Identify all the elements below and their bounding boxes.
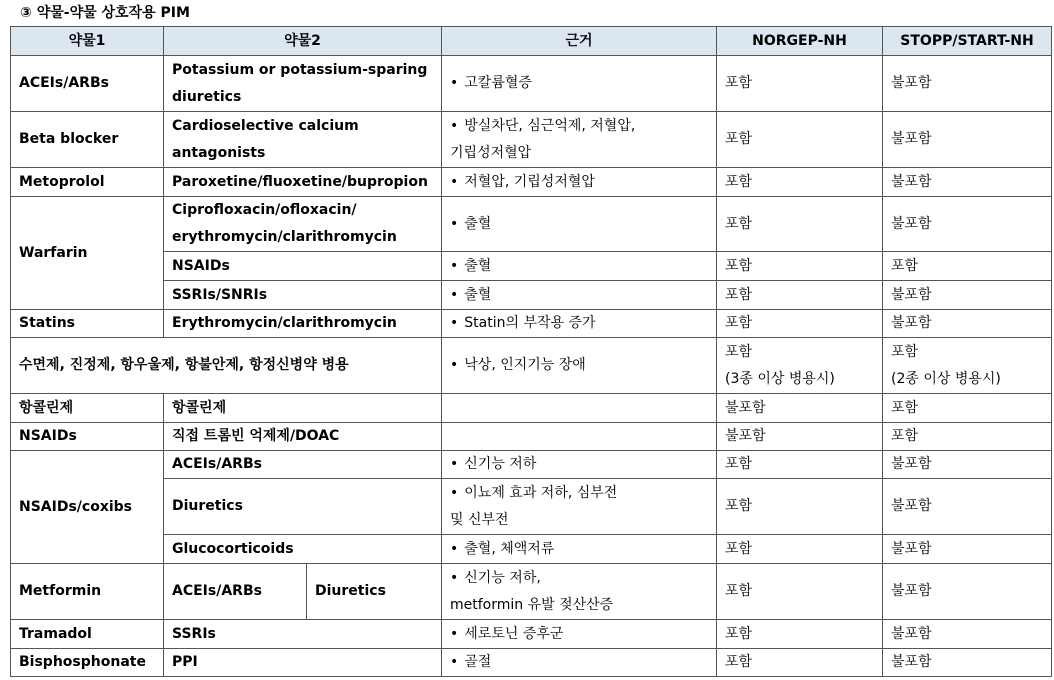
norgep-cell: 포함 — [717, 168, 883, 197]
norgep-cell: 포함 — [717, 112, 883, 168]
stopp-cell: 불포함 — [883, 451, 1052, 479]
stopp-cell: 포함 — [883, 423, 1052, 451]
norgep-cell: 포함 — [717, 197, 883, 252]
stopp-cell: 포함 — [883, 252, 1052, 281]
reason-cell — [442, 423, 717, 451]
stopp-cell: 불포함 — [883, 168, 1052, 197]
header-stopp: STOPP/START-NH — [883, 27, 1052, 56]
drug2-cell: SSRIs/SNRIs — [164, 281, 442, 310]
table-row — [11, 535, 1052, 564]
reason-cell: • 신기능 저하 — [442, 451, 717, 479]
stopp-cell: 불포함 — [883, 649, 1052, 677]
table-row — [11, 168, 1052, 197]
drug1-cell: ACEIs/ARBs — [11, 56, 164, 112]
drug2-cell: Potassium or potassium-sparing diuretics — [164, 56, 442, 112]
reason-cell: • 이뇨제 효과 저하, 심부전 및 신부전 — [442, 479, 717, 535]
table-row — [11, 394, 1052, 423]
drug1-cell: Metformin — [11, 564, 164, 620]
drug2-cell: PPI — [164, 649, 442, 677]
reason-cell: • 저혈압, 기립성저혈압 — [442, 168, 717, 197]
stopp-cell: 불포함 — [883, 535, 1052, 564]
header-reason: 근거 — [442, 27, 717, 56]
reason-cell: • 출혈 — [442, 281, 717, 310]
norgep-cell: 포함 — [717, 535, 883, 564]
drug1-cell: NSAIDs/coxibs — [11, 451, 164, 564]
stopp-cell: 불포함 — [883, 197, 1052, 252]
table-row — [11, 197, 1052, 252]
stopp-cell: 불포함 — [883, 620, 1052, 649]
table-row — [11, 649, 1052, 677]
drug2-cell: Diuretics — [164, 479, 442, 535]
reason-cell: • 신기능 저하, metformin 유발 젖산산증 — [442, 564, 717, 620]
reason-cell: • 출혈, 체액저류 — [442, 535, 717, 564]
table-row — [11, 423, 1052, 451]
table-row — [11, 281, 1052, 310]
drug2-cell: ACEIs/ARBs — [164, 564, 307, 620]
table-row — [11, 564, 1052, 620]
norgep-cell: 포함 — [717, 620, 883, 649]
norgep-cell: 포함 — [717, 252, 883, 281]
drug1-cell: Beta blocker — [11, 112, 164, 168]
header-norgep: NORGEP-NH — [717, 27, 883, 56]
drug1-cell: Warfarin — [11, 197, 164, 310]
drug2-cell: NSAIDs — [164, 252, 442, 281]
header-drug2: 약물2 — [164, 27, 442, 56]
reason-cell: • 출혈 — [442, 252, 717, 281]
norgep-cell: 포함 — [717, 564, 883, 620]
norgep-cell: 포함 — [717, 649, 883, 677]
stopp-cell: 포함 — [883, 394, 1052, 423]
drug2-cell: 항콜린제 — [164, 394, 442, 423]
drug2-cell: Ciprofloxacin/ofloxacin/ erythromycin/clarithromycin — [164, 197, 442, 252]
reason-cell: • Statin의 부작용 증가 — [442, 310, 717, 338]
drug1-cell: Bisphosphonate — [11, 649, 164, 677]
drug2-cell: SSRIs — [164, 620, 442, 649]
drug-combination-cell: 수면제, 진정제, 항우울제, 항불안제, 항정신병약 병용 — [11, 338, 442, 394]
drug2-cell: Cardioselective calcium antagonists — [164, 112, 442, 168]
table-row — [11, 338, 1052, 394]
norgep-cell: 포함 — [717, 56, 883, 112]
reason-cell — [442, 394, 717, 423]
stopp-cell: 불포함 — [883, 479, 1052, 535]
stopp-cell: 불포함 — [883, 112, 1052, 168]
drug1-cell: Tramadol — [11, 620, 164, 649]
pim-table — [10, 26, 1052, 677]
drug2-cell: ACEIs/ARBs — [164, 451, 442, 479]
drug3-cell: Diuretics — [307, 564, 442, 620]
table-row — [11, 451, 1052, 479]
reason-cell: • 골절 — [442, 649, 717, 677]
table-row — [11, 112, 1052, 168]
stopp-cell: 포함 (2종 이상 병용시) — [883, 338, 1052, 394]
table-row — [11, 252, 1052, 281]
stopp-cell: 불포함 — [883, 310, 1052, 338]
drug2-cell: 직접 트롬빈 억제제/DOAC — [164, 423, 442, 451]
norgep-cell: 포함 — [717, 310, 883, 338]
table-row — [11, 310, 1052, 338]
reason-cell: • 낙상, 인지기능 장애 — [442, 338, 717, 394]
drug2-cell: Erythromycin/clarithromycin — [164, 310, 442, 338]
reason-cell: • 출혈 — [442, 197, 717, 252]
norgep-cell: 포함 — [717, 281, 883, 310]
norgep-cell: 불포함 — [717, 423, 883, 451]
table-row — [11, 56, 1052, 112]
table-row — [11, 479, 1052, 535]
drug2-cell: Paroxetine/fluoxetine/bupropion — [164, 168, 442, 197]
stopp-cell: 불포함 — [883, 56, 1052, 112]
stopp-cell: 불포함 — [883, 281, 1052, 310]
drug1-cell: Statins — [11, 310, 164, 338]
section-caption: ③ 약물-약물 상호작용 PIM — [20, 5, 190, 21]
drug2-cell: Glucocorticoids — [164, 535, 442, 564]
norgep-cell: 포함 — [717, 479, 883, 535]
header-drug1: 약물1 — [11, 27, 164, 56]
header-row — [11, 27, 1052, 56]
norgep-cell: 포함 — [717, 451, 883, 479]
drug1-cell: NSAIDs — [11, 423, 164, 451]
drug1-cell: Metoprolol — [11, 168, 164, 197]
norgep-cell: 포함 (3종 이상 병용시) — [717, 338, 883, 394]
reason-cell: • 고칼륨혈증 — [442, 56, 717, 112]
norgep-cell: 불포함 — [717, 394, 883, 423]
reason-cell: • 세로토닌 증후군 — [442, 620, 717, 649]
reason-cell: • 방실차단, 심근억제, 저혈압, 기립성저혈압 — [442, 112, 717, 168]
table-row — [11, 620, 1052, 649]
drug1-cell: 항콜린제 — [11, 394, 164, 423]
stopp-cell: 불포함 — [883, 564, 1052, 620]
